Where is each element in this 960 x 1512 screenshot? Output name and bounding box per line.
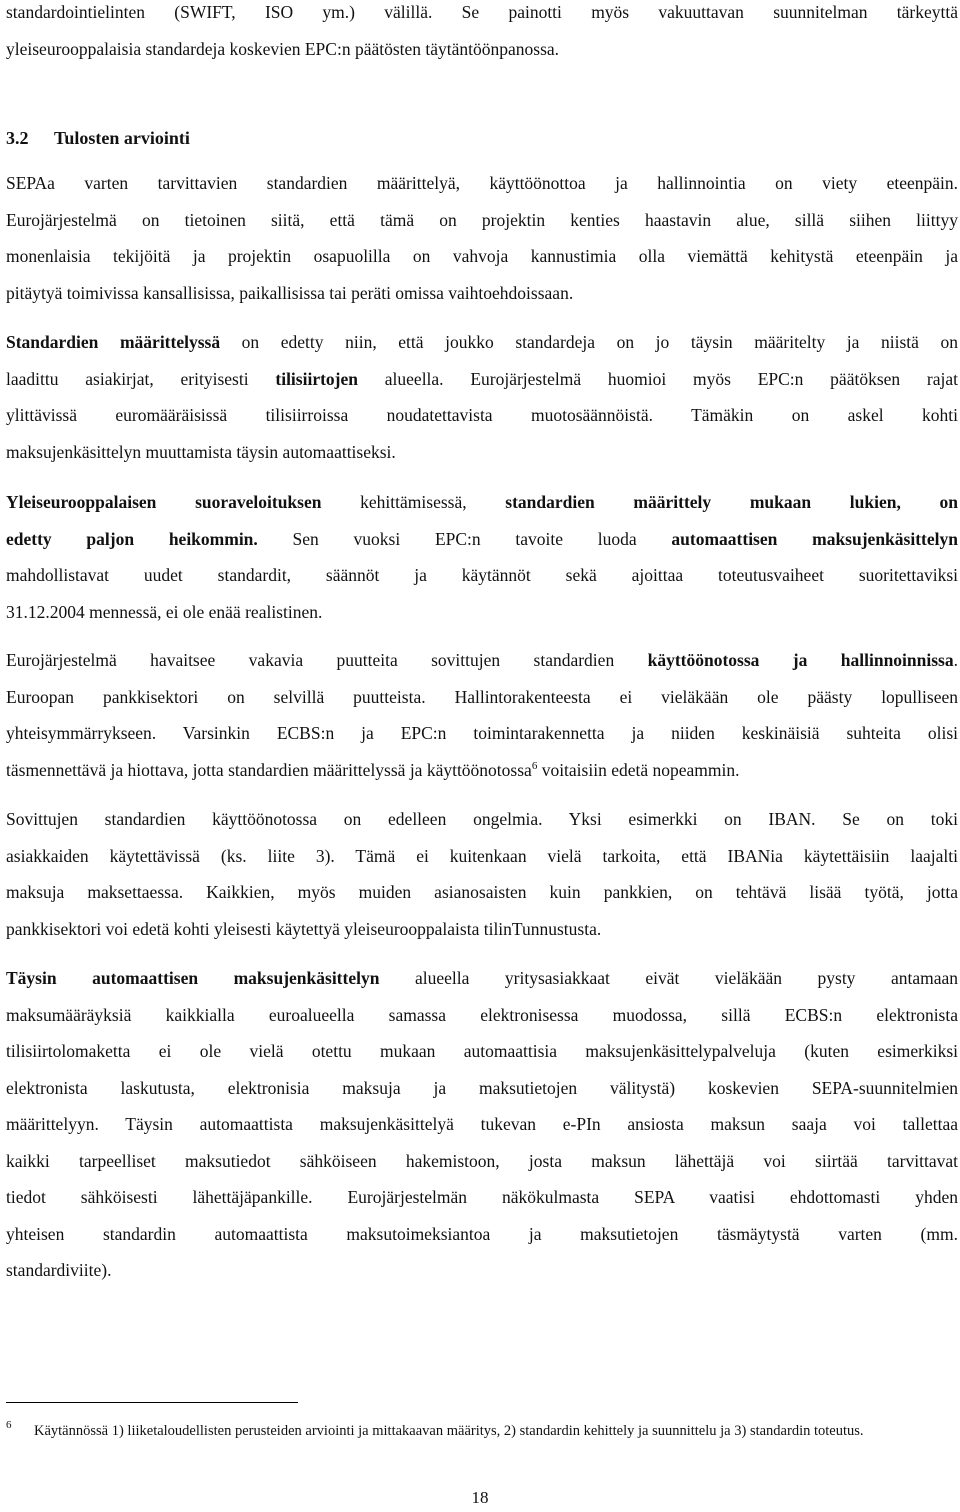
text-line: yleiseurooppalaisia standardeja koskevien EPC:n päätösten täytäntöönpanossa.	[6, 38, 560, 59]
paragraph-automated-processing	[6, 960, 958, 1289]
paragraph-standards-progress	[6, 165, 958, 311]
paragraph-implementation-gaps	[6, 642, 958, 788]
section-title: Tulosten arviointi	[54, 128, 190, 148]
footnote-reference[interactable]: 6	[531, 759, 538, 772]
bold-term: käyttöönotossa ja hallinnoinnissa	[647, 650, 954, 670]
text-line: maksuja maksettaessa. Kaikkien, myös muiden asianosaisten kuin pankkien, on tehtävä lisää työtä, jotta	[6, 882, 958, 902]
text-line	[6, 521, 958, 558]
text-line: 31.12.2004 mennessä, ei ole enää realistinen.	[6, 601, 323, 622]
section-heading	[6, 128, 190, 149]
text-line	[6, 324, 958, 361]
text-run: laadittu asiakirjat, erityisesti	[6, 368, 276, 389]
bold-term: tilisiirtojen	[275, 368, 358, 389]
text-run: alueella yritysasiakkaat eivät vieläkään pysty antamaan	[379, 968, 958, 988]
text-run: on edetty niin, että joukko standardeja on jo täysin määritelty ja niistä on	[220, 332, 959, 352]
text-line: pankkisektori voi edetä kohti yleisesti käytettyä yleiseurooppalaista tilinTunnustusta.	[6, 918, 602, 939]
text-run: Sen vuoksi EPC:n tavoite luoda	[257, 528, 672, 549]
text-line	[6, 960, 958, 997]
page-number: 18	[471, 1488, 489, 1507]
text-line: Euroopan pankkisektori on selvillä puutteista. Hallintorakenteesta ei vieläkään ole päästy lopulliseen	[6, 686, 958, 707]
text-line: mahdollistavat uudet standardit, säännöt ja käytännöt sekä ajoittaa toteutusvaiheet suoritettaviksi	[6, 565, 958, 585]
text-run: voitaisiin edetä nopeammin.	[537, 759, 740, 780]
text-line: Eurojärjestelmä on tietoinen siitä, että tämä on projektin kenties haastavin alue, sillä siihen liittyy	[6, 209, 958, 230]
text-line	[6, 484, 958, 521]
text-line: ylittävissä euromääräisissä tilisiirroissa noudatettavista muotosäännöistä. Tämäkin on askel kohti	[6, 405, 958, 425]
text-line: tilisiirtolomaketta ei ole vielä otettu mukaan automaattisia maksujenkäsittelypalveluja (kuten esimerkiksi	[6, 1041, 958, 1061]
section-number: 3.2	[6, 128, 29, 148]
text-line: yhteisen standardin automaattista maksutoimeksiantoa ja maksutietojen täsmäytystä varten (mm.	[6, 1223, 958, 1244]
bold-term: edetty paljon heikommin.	[6, 528, 258, 549]
text-line: elektronista laskutusta, elektronisia maksuja ja maksutietojen välitystä) koskevien SEPA-suunnitelmien	[6, 1077, 958, 1098]
paragraph-direct-debit	[6, 484, 958, 630]
footnote-mark: 6	[6, 1419, 12, 1431]
paragraph-iban	[6, 801, 958, 947]
text-line	[6, 361, 958, 398]
bold-term: standardien määrittely mukaan lukien, on	[505, 492, 959, 512]
text-run: .	[953, 650, 958, 670]
text-line: monenlaisia tekijöitä ja projektin osapuolilla on vahvoja kannustimia olla viemättä kehitystä eteenpäin ja	[6, 246, 958, 266]
text-line: kaikki tarpeelliset maksutiedot sähköiseen hakemistoon, josta maksun lähettäjä voi siirtää tarvittavat	[6, 1150, 958, 1171]
text-run: kehittämisessä,	[321, 492, 506, 512]
text-line: tiedot sähköisesti lähettäjäpankille. Eurojärjestelmän näkökulmasta SEPA vaatisi ehdottomasti yhden	[6, 1187, 958, 1207]
text-run: alueella. Eurojärjestelmä huomioi myös EPC:n päätöksen rajat	[358, 368, 959, 389]
text-line: pitäytyä toimivissa kansallisissa, paikallisissa tai peräti omissa vaihtoehdoissaan.	[6, 282, 574, 303]
text-line: maksumääräyksiä kaikkialla euroalueella samassa elektronisessa muodossa, sillä ECBS:n elektronista	[6, 1004, 958, 1025]
text-line: yhteisymmärrykseen. Varsinkin ECBS:n ja EPC:n toimintarakennetta ja niiden keskinäisiä suhteita olisi	[6, 723, 958, 743]
intro-paragraph	[6, 0, 958, 67]
text-line: standardiviite).	[6, 1260, 112, 1280]
text-line: SEPAa varten tarvittavien standardien määrittelyä, käyttöönottoa ja hallinnointia on viety eteenpäin.	[6, 173, 958, 193]
footnote-text: Käytännössä 1) liiketaloudellisten perusteiden arviointi ja mittakaavan määritys, 2) standardin kehittely ja suunnittelu ja 3) standardin toteutus.	[34, 1423, 864, 1439]
text-line: maksujenkäsittelyn muuttamista täysin automaattiseksi.	[6, 441, 396, 462]
text-run: täsmennettävä ja hiottava, jotta standardien määrittelyssä ja käyttöönotossa	[6, 759, 532, 780]
paragraph-standards-definition	[6, 324, 958, 470]
text-run: Eurojärjestelmä havaitsee vakavia puutteita sovittujen standardien	[6, 650, 648, 670]
footnote-divider	[6, 1402, 298, 1403]
text-line: standardointielinten (SWIFT, ISO ym.) välillä. Se painotti myös vakuuttavan suunnitelman tärkeyttä	[6, 2, 958, 22]
bold-term: Täysin automaattisen maksujenkäsittelyn	[6, 968, 380, 988]
bold-term: Standardien määrittelyssä	[6, 332, 221, 352]
text-line: asiakkaiden käytettävissä (ks. liite 3). Tämä ei kuitenkaan vielä tarkoita, että IBANia käytettäisiin laajalti	[6, 845, 958, 866]
bold-term: automaattisen maksujenkäsittelyn	[671, 528, 958, 549]
text-line	[6, 642, 958, 679]
text-line: määrittelyyn. Täysin automaattista maksujenkäsittelyä tukevan e-PIn ansiosta maksun saaja voi tallettaa	[6, 1114, 958, 1134]
text-line	[6, 752, 958, 789]
bold-term: Yleiseurooppalaisen suoraveloituksen	[6, 492, 322, 512]
text-line: Sovittujen standardien käyttöönotossa on edelleen ongelmia. Yksi esimerkki on IBAN. Se on toki	[6, 809, 958, 829]
